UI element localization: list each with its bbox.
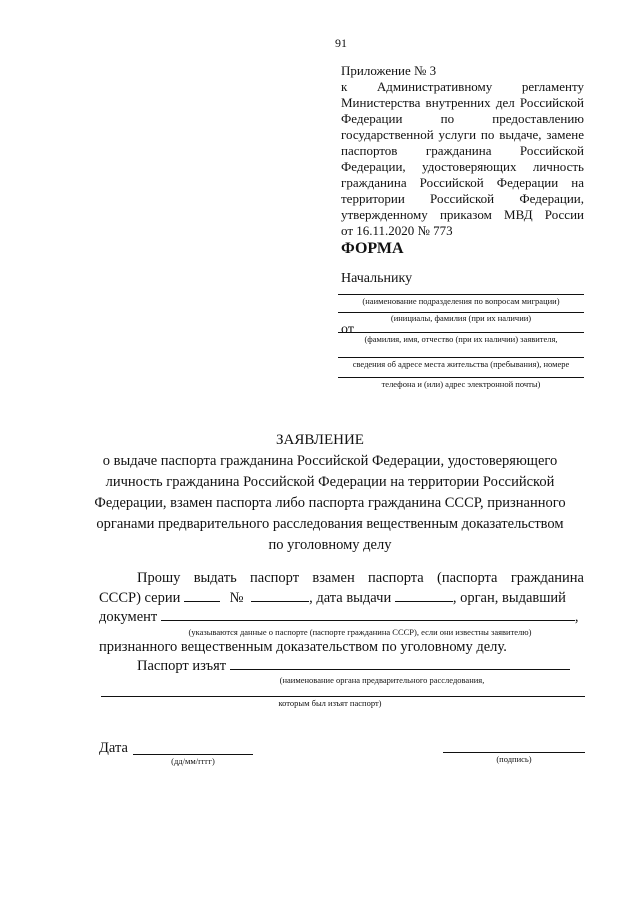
applicant-line bbox=[338, 332, 584, 333]
body-line-4: признанного вещественным доказательством по уголовному делу. bbox=[99, 639, 507, 655]
issuer-field[interactable] bbox=[161, 608, 575, 621]
date-field[interactable] bbox=[133, 754, 253, 755]
organ-continuation-line[interactable] bbox=[101, 696, 585, 697]
address-caption: сведения об адресе места жительства (пребывания), номере bbox=[352, 359, 570, 369]
issue-date-field[interactable] bbox=[395, 589, 453, 602]
from-label: от bbox=[341, 322, 354, 337]
issue-date-label: , дата выдачи bbox=[309, 590, 392, 606]
statement-subtitle: о выдаче паспорта гражданина Российской Федерации, удостоверяющего личность гражданина Российской Федерации на территории Российской Федерации, взамен паспорта либо паспорта гражданина СССР, признанного органами предварительного расследования вещественным доказательством по уголовному делу bbox=[94, 453, 566, 553]
appendix-line: от 16.11.2020 № 773 bbox=[341, 223, 453, 238]
addressee-to-label: Начальнику bbox=[341, 271, 413, 286]
signature-caption: (подпись) bbox=[496, 754, 532, 764]
body-line-2 bbox=[99, 589, 566, 607]
appendix-line: Министерства внутренних дел Российской bbox=[341, 95, 584, 110]
organ-caption: (наименование органа предварительного расследования, bbox=[279, 675, 485, 685]
appendix-line: территории Российской Федерации, bbox=[341, 191, 584, 206]
comma: , bbox=[574, 609, 579, 625]
document-label: документ bbox=[99, 609, 158, 625]
seized-label: Паспорт изъят bbox=[137, 658, 227, 674]
passport-caption: (указываются данные о паспорте (паспорте гражданина СССР), если они известны заявителю) bbox=[188, 627, 532, 637]
seized-row bbox=[137, 657, 570, 675]
appendix-line: паспортов гражданина Российской bbox=[341, 143, 584, 158]
seized-organ-field[interactable] bbox=[230, 657, 570, 670]
appendix-heading: Приложение № 3 bbox=[341, 63, 437, 78]
appendix-line: к Административному регламенту bbox=[341, 79, 584, 94]
body-line-3 bbox=[99, 608, 578, 626]
applicant-caption: (фамилия, имя, отчество (при их наличии) заявителя, bbox=[364, 334, 558, 344]
date-label: Дата bbox=[99, 740, 128, 756]
appendix-line: гражданина Российской Федерации на bbox=[341, 175, 584, 190]
signature-field[interactable] bbox=[443, 752, 585, 753]
appendix-line: Федерации, удостоверяющих личность bbox=[341, 159, 584, 174]
appendix-line: утвержденному приказом МВД России bbox=[341, 207, 584, 222]
date-caption: (дд/мм/гггг) bbox=[171, 756, 215, 766]
division-caption: (наименование подразделения по вопросам миграции) bbox=[362, 296, 560, 306]
seized-caption: которым был изъят паспорт) bbox=[278, 698, 382, 708]
appendix-line: Федерации по предоставлению bbox=[341, 111, 584, 126]
number-label: № bbox=[229, 590, 244, 606]
division-line bbox=[338, 294, 584, 295]
form-label: ФОРМА bbox=[341, 240, 404, 257]
contacts-line bbox=[338, 377, 584, 378]
series-label: СССР) серии bbox=[99, 590, 181, 606]
contacts-caption: телефона и (или) адрес электронной почты) bbox=[381, 379, 541, 389]
number-field[interactable] bbox=[251, 589, 309, 602]
appendix-line: государственной услуги по выдаче, замене bbox=[341, 127, 584, 142]
statement-title: ЗАЯВЛЕНИЕ bbox=[276, 432, 364, 448]
address-line bbox=[338, 357, 584, 358]
body-line-1: Прошу выдать паспорт взамен паспорта (паспорта гражданина bbox=[137, 570, 584, 586]
issuer-label: , орган, выдавший bbox=[452, 590, 566, 606]
initials-caption: (инициалы, фамилия (при их наличии) bbox=[390, 313, 532, 323]
series-field[interactable] bbox=[184, 589, 220, 602]
page-number: 91 bbox=[335, 36, 347, 50]
